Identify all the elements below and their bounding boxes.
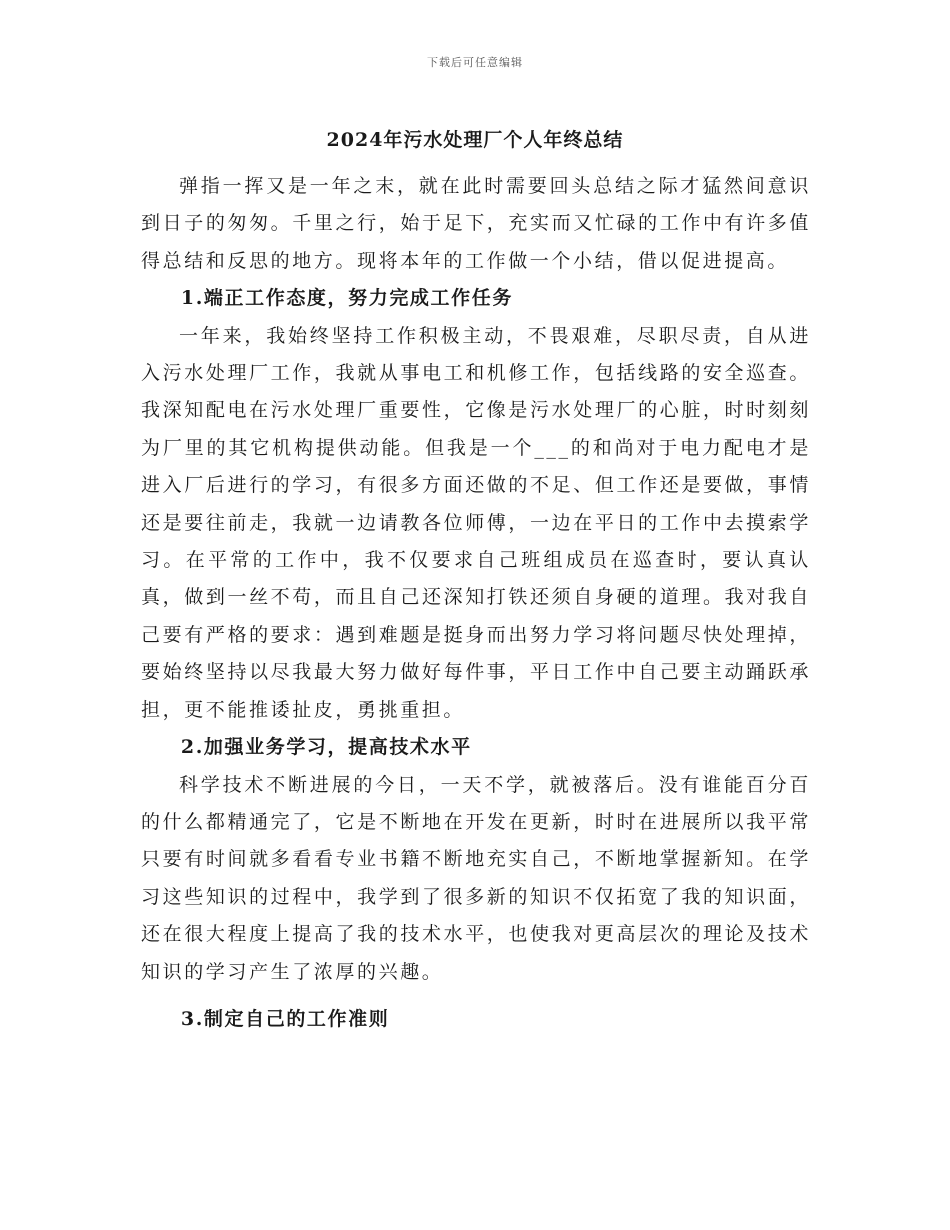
document-body (141, 168, 811, 1038)
document-title: 2024年污水处理厂个人年终总结 (326, 129, 624, 151)
intro-paragraph: 弹指一挥又是一年之末，就在此时需要回头总结之际才猛然间意识到日子的匆匆。千里之行，始于足下，充实而又忙碌的工作中有许多值得总结和反思的地方。现将本年的工作做一个小结，借以促进提高。 (141, 175, 811, 272)
section-2-heading: 2.加强业务学习，提高技术水平 (180, 736, 472, 759)
header-note: 下载后可任意编辑 (427, 56, 523, 69)
section-3-heading: 3.制定自己的工作准则 (180, 1007, 390, 1030)
section-1-heading: 1.端正工作态度，努力完成工作任务 (180, 287, 513, 310)
section-1-paragraph: 一年来，我始终坚持工作积极主动，不畏艰难，尽职尽责，自从进入污水处理厂工作，我就从事电工和机修工作，包括线路的安全巡查。我深知配电在污水处理厂重要性，它像是污水处理厂的心脏，时时刻刻为厂里的其它机构提供动能。但我是一个___的和尚对于电力配电才是进入厂后进行的学习，有很多方面还做的不足、但工作还是要做，事情还是要往前走，我就一边请教各位师傅，一边在平日的工作中去摸索学习。在平常的工作中，我不仅要求自己班组成员在巡查时，要认真认真，做到一丝不苟，而且自己还深知打铁还须自身硬的道理。我对我自己要有严格的要求：遇到难题是挺身而出努力学习将问题尽快处理掉，要始终坚持以尽我最大努力做好每件事，平日工作中自己要主动踊跃承担，更不能推诿扯皮，勇挑重担。 (141, 324, 811, 721)
section-2-paragraph: 科学技术不断进展的今日，一天不学，就被落后。没有谁能百分百的什么都精通完了，它是不断地在开发在更新，时时在进展所以我平常只要有时间就多看看专业书籍不断地充实自己，不断地掌握新知。在学习这些知识的过程中，我学到了很多新的知识不仅拓宽了我的知识面，还在很大程度上提高了我的技术水平，也使我对更高层次的理论及技术知识的学习产生了浓厚的兴趣。 (141, 773, 811, 983)
